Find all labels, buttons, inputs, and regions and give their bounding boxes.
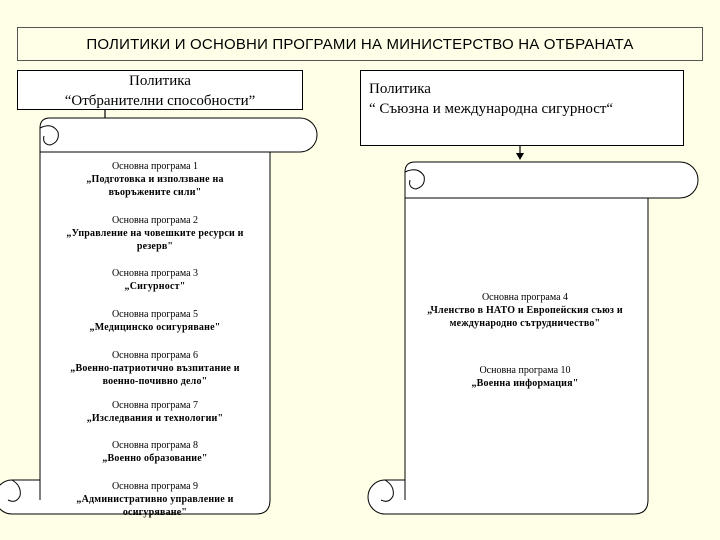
program-name: „Медицинско осигуряване" — [89, 322, 221, 333]
program-4 — [420, 291, 630, 330]
program-number: Основна програма 10 — [479, 365, 571, 376]
program-2 — [60, 214, 250, 253]
policy-name: “Отбранителни способности” — [64, 93, 256, 109]
program-number: Основна програма 8 — [111, 440, 199, 451]
program-name: „Сигурност" — [124, 281, 186, 292]
program-number: Основна програма 9 — [111, 481, 199, 492]
program-5 — [60, 308, 250, 334]
program-number: Основна програма 3 — [111, 268, 199, 279]
program-6 — [55, 349, 255, 388]
program-name: „Военна информация" — [471, 378, 579, 389]
program-name: „Подготовка и използване на въоръжените сили" — [86, 174, 224, 198]
program-number: Основна програма 6 — [111, 350, 199, 361]
program-name: „Управление на човешките ресурси и резерв" — [66, 228, 244, 252]
program-1 — [60, 160, 250, 199]
scroll-right — [368, 162, 698, 514]
program-name: „Административно управление и осигуряване" — [76, 494, 234, 518]
program-name: „Членство в НАТО и Европейския съюз и международно сътрудничество" — [427, 305, 623, 329]
program-10 — [420, 364, 630, 390]
program-number: Основна програма 7 — [111, 400, 199, 411]
program-3 — [60, 267, 250, 293]
program-name: „Военно-патриотично възпитание и военно-почивно дело" — [70, 363, 240, 387]
program-number: Основна програма 2 — [111, 215, 199, 226]
program-number: Основна програма 4 — [481, 292, 569, 303]
program-name: „Военно образование" — [102, 453, 208, 464]
program-name: „Изследвания и технологии" — [86, 413, 224, 424]
policy-name: “ Съюзна и международна сигурност“ — [369, 101, 614, 117]
program-number: Основна програма 5 — [111, 309, 199, 320]
program-7 — [60, 399, 250, 425]
policy-heading: Политика — [129, 73, 191, 89]
program-number: Основна програма 1 — [111, 161, 199, 172]
page-title: ПОЛИТИКИ И ОСНОВНИ ПРОГРАМИ НА МИНИСТЕРСТВО НА ОТБРАНАТА — [17, 27, 703, 61]
program-8 — [60, 439, 250, 465]
arrow-right — [516, 146, 524, 160]
program-9 — [55, 480, 255, 519]
policy-heading: Политика — [369, 81, 431, 97]
